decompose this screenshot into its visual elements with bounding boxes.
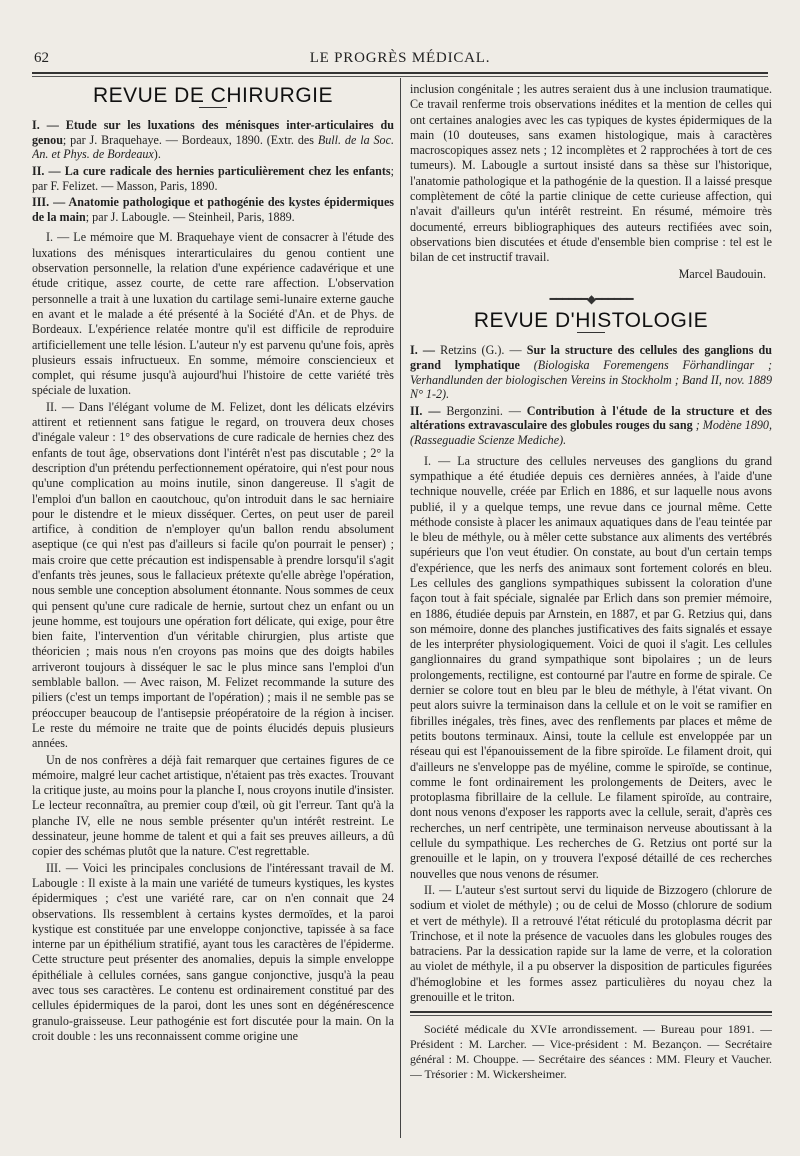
ref-meta: ; Modène 1890, (Rasseguadie Scienze Mediche). (410, 418, 772, 448)
paragraph: II. — Dans l'élégant volume de M. Felizet, dont les délicats elzévirs attirent et retiennent sans fatigue le regard, on trouvera deux choses d'inégale valeur : 1° des observations de cure radicale de hernies chez des enfants de tout âge, observations dont l'intérêt n'est pas discutable ; 2° la description d'un prétendu perfectionnement opératoire, qui n'est pour nous qu'une complication au moins inutile, sinon dangereuse. Il s'agit de l'emploi d'un ballon en caoutchouc, qu'on introduit dans le sac herniaire pour le distendre et le mieux disséquer. Certes, on peut user de pareil artifice, à condition de n'employer qu'un ballon rendu absolument aseptique (ce qui n'est pas d'ailleurs si facile qu'on pourrait le penser) ; mais croire que cette précaution est indispensable à prendre lorsqu'il s'agit d'enfants très jeunes, sous le fallacieux prétexte qu'elle abrège l'opération, nous semble une conception absolument étonnante. Nous sommes de ceux qui pensent qu'une cure radicale de hernie, surtout chez un enfant ou un jeune homme, est toujours une opération fort délicate, qui exige, pour être bien faite, l'intervention d'un véritable chirurgien, plus artiste que théoricien ; mais nous n'en croyons pas moins que des doigts habiles arriveront toujours à disséquer le sac le plus mince sans l'emploi d'un semblable ballon. — Avec raison, M. Felizet recommande la suture des piliers (c'est un temps important de l'opération) ; mais il ne semble pas se préoccuper beaucoup de l'antisepsie préopératoire de la région à inciser. Le reste du mémoire ne traite que de points élucidés depuis plusieurs années. (32, 399, 394, 751)
society-notice: Société médicale du XVIe arrondissement. — Bureau pour 1891. — Président : M. Larcher. — Vice-président : M. Bezançon. — Secrétaire général : M. Chouppe. — Secrétaire des séances : MM. Fleury et Vaucher. — Trésorier : M. Wickersheimer. (410, 1022, 772, 1081)
ref-number: I. — (410, 343, 435, 358)
ref-number: I. — (32, 118, 59, 133)
ornament-divider: ━━━━━━◆━━━━━━ (549, 291, 633, 306)
ref-title: Etude sur les luxations des ménisques inter-articulaires du genou (32, 118, 394, 147)
ref-title: La cure radicale des hernies particulièrement chez les enfants (64, 164, 391, 179)
ref-title: Contribution à l'étude de la structure et des altérations extravasculaire des globules rouges du sang (410, 403, 772, 433)
reference-entry (32, 195, 394, 224)
histologie-title: REVUE D'HISTOLOGIE (473, 309, 709, 333)
ref-title: Anatomie pathologique et pathogénie des kystes épidermiques de la main (32, 195, 394, 224)
paragraph: I. — Le mémoire que M. Braquehaye vient de consacrer à l'étude des luxations des ménisques interarticulaires du genou contient une observation personnelle, la relation d'une expérience cadavérique et une étude critique, assez courte, de cette rare affection. L'observation personnelle a trait à une luxation du cartilage semi-lunaire externe gauche en avant et le malade a été présenté à la Société d'An. et de Phys. de Bordeaux. L'expérience relatée montre qu'il est difficile de reproduire artificiellement une telle lésion. L'auteur n'y est parvenu qu'une fois, après plusieurs essais infructueux. En somme, mémoire consciencieux et complet, qui résume jusqu'à aujourd'hui l'histoire de cette variété très spéciale de luxation. (32, 230, 394, 398)
notice-rule (410, 1011, 772, 1013)
header-rule (32, 72, 768, 74)
page-number: 62 (34, 50, 49, 66)
ref-meta: ; par J. Braquehaye. — Bordeaux, 1890. (Extr. des (62, 132, 314, 147)
ref-meta: (Biologiska Foremengens Förhandlingar ; Verhandlunden der biologischen Vereins in Stockholm ; Band II, nov. 1889 N° 1-2). (410, 358, 772, 402)
ref-title: Sur la structure des cellules des ganglions du grand lymphatique (410, 343, 772, 373)
left-column (32, 82, 394, 1132)
paragraph: III. — Voici les principales conclusions de l'intéressant travail de M. Labougle : Il existe à la main une variété de tumeurs kystiques, les kystes épidermiques ; c'est une variété rare, car on n'en connait que 24 observations. Ils ressemblent à certains kystes dermoïdes, et la paroi kystique est constituée par une enveloppe conjonctive, tapissée à sa face interne par un épithélium stratifié, ayant tous les caractères de l'épiderme. Cette structure peut présenter des anomalies, depuis la simple enveloppe épithéliale à cellules cornées, sans gangue conjonctive, jusqu'à la peau avec tous ses caractères. Le contenu est ordinairement constitué par des cellules épidermiques de la paroi, dont les unes sont en dégénérescence granulo-graisseuse. Leur pathogénie est fort discutée pour la main. On la croit double : les uns reconnaissent comme origine une (32, 860, 394, 1043)
header-rule-thin (32, 76, 768, 77)
signature: Marcel Baudouin. (678, 266, 766, 281)
chirurgie-title: REVUE DE CHIRURGIE (92, 84, 334, 107)
paragraph-continued: inclusion congénitale ; les autres seraient dus à une inclusion traumatique. Ce travail renferme trois observations inédites et la mention de celles qui ont certaines analogies avec les cas typiques de kystes épidermiques de la main (10 douteuses, sans examen histologique, mais à caractères macroscopiques assez nets ; 12 incomplètes et 2 rapprochées à tort de ces tumeurs). M. Labougle a surtout insisté dans sa thèse sur l'historique, l'anatomie pathologique et la pathogénie de la question. Il a laissé presque complètement de côté la partie clinique de cette curieuse affection, qui n'avait d'ailleurs qu'un intérêt restreint. En résumé, mémoire très documenté, erreurs bibliographiques des auteurs rectifiées avec soin, observations bien discutées et étude d'ensemble bien comprise : tel est le bilan de cet instructif travail. (410, 82, 772, 265)
column-divider (400, 78, 401, 1138)
notice-rule-thin (410, 1015, 772, 1016)
title-rule (199, 107, 227, 108)
ref-author: Retzins (G.). — (440, 343, 522, 358)
page-header (32, 46, 768, 74)
ref-number: III. — (32, 195, 66, 210)
ref-author: Bergonzini. — (446, 403, 521, 418)
ref-source: Bull. de la Soc. An. et Phys. de Bordeaux (32, 132, 394, 162)
reference-entry (32, 118, 394, 162)
paragraph: II. — L'auteur s'est surtout servi du liquide de Bizzogero (chlorure de sodium et violet de méthyle) ; ou de celui de Mosso (chlorure de sodium et vert de méthyle). Il a retrouvé l'état réticulé du protoplasma décrit par Trinchose, et il note la présence de vacuoles dans les globules rouges des batraciens. Par la dessication rapide sur la lame de verre, et la coloration au violet de méthyle, il a pu observer la disposition de particules figurées d'hémoglobine et les formes assez particulières du noyau chez la grenouille et le triton. (410, 882, 772, 1004)
journal-title: LE PROGRÈS MÉDICAL. (309, 50, 491, 66)
title-rule (577, 332, 605, 333)
reference-entry (32, 164, 394, 193)
paragraph: Un de nos confrères a déjà fait remarquer que certaines figures de ce mémoire, malgré leur cachet artistique, n'étaient pas très exactes. Trouvant la critique juste, au moins pour la planche I, nous croyons inutile d'insister. Le lecteur reconnaîtra, au premier coup d'œil, où git l'erreur. Tant qu'à la planche IV, elle ne nous semble présenter qu'un intérêt restreint. Le dessinateur, jeune homme de talent et qui a fait ses preuves ailleurs, a dû copier des schémas plutôt que la nature. C'est regrettable. (32, 752, 394, 859)
ref-number: II. — (410, 403, 441, 418)
ref-end: ). (153, 147, 161, 162)
ref-meta: ; par F. Felizet. — Masson, Paris, 1890. (32, 164, 394, 193)
ref-meta: ; par J. Labougle. — Steinheil, Paris, 1889. (85, 209, 295, 224)
paragraph: I. — La structure des cellules nerveuses des ganglions du grand sympathique a été étudiée depuis ces dernières années, à l'aide d'une technique nouvelle, créée par Erlich en 1886, et sur laquelle nous avons publié, il y a quelque temps, une revue dans ce journal même. Cette méthode consiste à placer les animaux aquatiques dans de l'eau teintée par le bleu de méthyle, ou à mêler cette substance aux aliments des vertébrés supérieurs que l'on veut étudier. On constate, au bout d'un certain temps d'expérience, que les nerfs des animaux sont fortement colorés en bleu. Les cellules des ganglions sympathiques subissent la coloration d'une façon tout à fait spéciale, signalée par Erlich dans son premier mémoire, en 1886, étudiée depuis par Arnstein, en 1887, et par G. Retzius qui, dans son mémoire, donne des planches justificatives des faits signalés et essaye de les interpréter physiologiquement. Voici de quoi il s'agit. Les cellules ganglionnaires du grand sympathique sont bipolaires ; un de leurs prolongements, rectiligne, est contourné par l'autre en forme de spirale. Ce dernier se colore tout en bleu par le bleu de méthyle, à l'état vivant. On peut alors suivre la terminaison dans la cellule et on le voit se ramifier en fibrilles inégales, très fines, avec des renflements par places et même de petits boutons terminaux. Ainsi, toute la cellule est enveloppée par un réseau qui est l'épanouissement de la fibre spiroïde. Le filament droit, qui d'ailleurs ne s'enveloppe pas de myéline, comme le spiroïde, se continue, comme le font ordinairement les prolongements de Deiters, avec le protoplasma fibrillaire de la cellule. Le filament spiroïde, au contraire, dont nous venons d'exposer les rapports avec la cellule, serait, d'après ces recherches, un nerf centripète, une terminaison nerveuse aboutissant à la cellule du sympathique. Les recherches de G. Retzius ont porté sur la grenouille et le lapin, on y trouvera l'exposé détaillé de ces recherches nouvelles que nous venons de résumer. (410, 453, 772, 881)
ref-number: II. — (32, 164, 61, 179)
reference-entry (410, 343, 772, 401)
right-column (410, 82, 772, 1122)
reference-entry (410, 404, 772, 448)
